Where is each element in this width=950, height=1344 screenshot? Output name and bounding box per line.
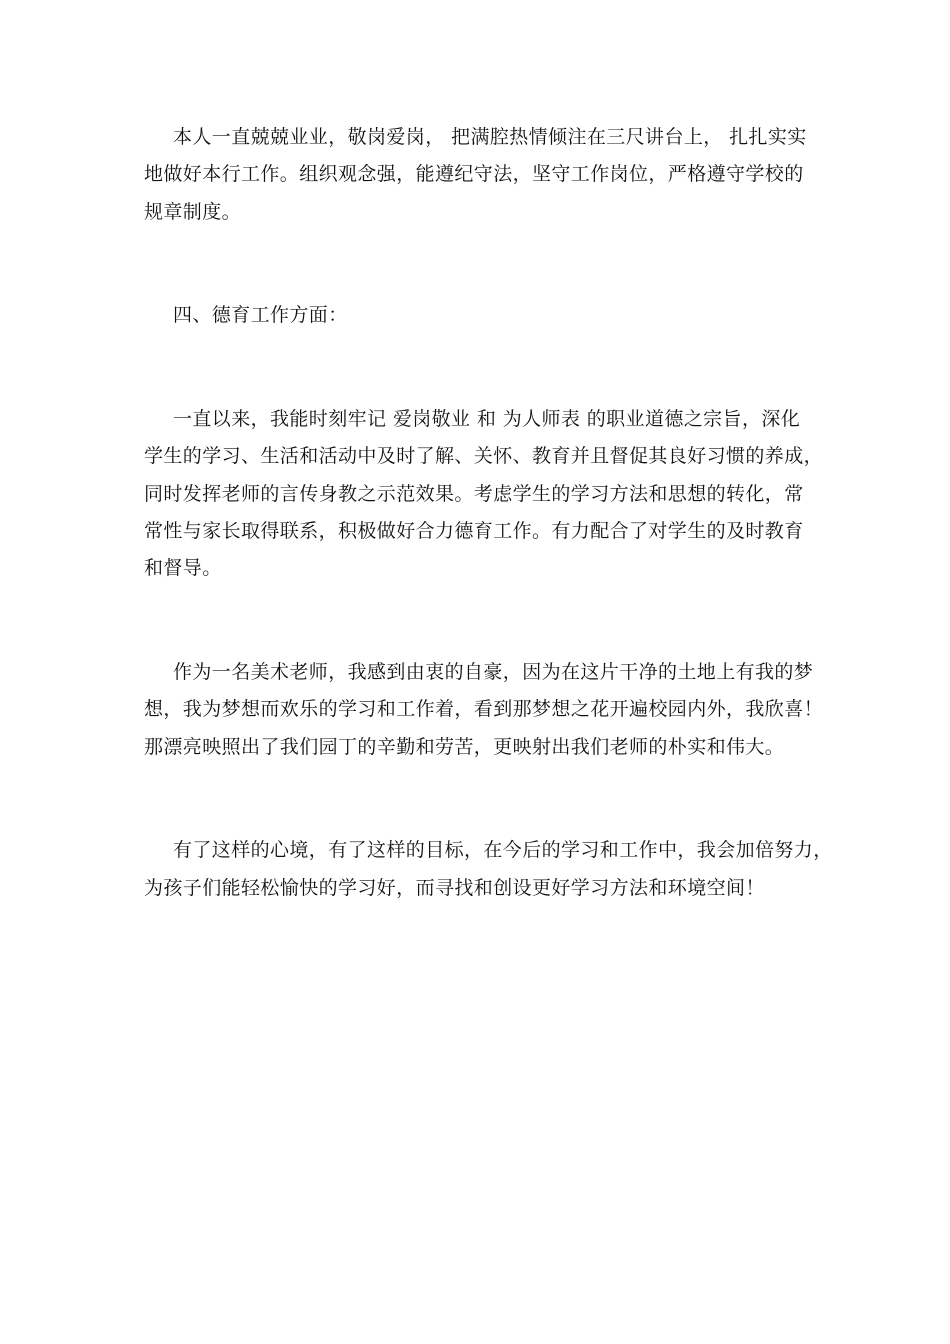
paragraph-line: 本人一直兢兢业业，敬岗爱岗， 把满腔热情倾注在三尺讲台上， 扎扎实实	[173, 126, 807, 148]
paragraph-line: 有了这样的心境，有了这样的目标，在今后的学习和工作中，我会加倍努力，	[173, 839, 833, 861]
paragraph-line: 和督导。	[144, 557, 222, 579]
paragraph-line: 学生的学习、生活和活动中及时了解、关怀、教育并且督促其良好习惯的养成，	[144, 445, 824, 467]
paragraph-line: 一直以来，我能时刻牢记 爱岗敬业 和 为人师表 的职业道德之宗旨，深化	[173, 408, 801, 430]
paragraph-line: 作为一名美术老师，我感到由衷的自豪，因为在这片干净的土地上有我的梦	[173, 661, 814, 683]
paragraph-line: 那漂亮映照出了我们园丁的辛勤和劳苦，更映射出我们老师的朴实和伟大。	[144, 736, 785, 758]
paragraph-line: 规章制度。	[144, 201, 242, 223]
paragraph-line: 想，我为梦想而欢乐的学习和工作着，看到那梦想之花开遍校园内外，我欣喜！	[144, 698, 824, 720]
paragraph-line: 同时发挥老师的言传身教之示范效果。考虑学生的学习方法和思想的转化，常	[144, 483, 804, 505]
paragraph-line: 常性与家长取得联系，积极做好合力德育工作。有力配合了对学生的及时教育	[144, 520, 804, 542]
paragraph-line: 为孩子们能轻松愉快的学习好，而寻找和创设更好学习方法和环境空间！	[144, 877, 765, 899]
paragraph-line: 地做好本行工作。组织观念强，能遵纪守法，坚守工作岗位，严格遵守学校的	[144, 163, 804, 185]
section-heading: 四、德育工作方面：	[173, 304, 348, 326]
